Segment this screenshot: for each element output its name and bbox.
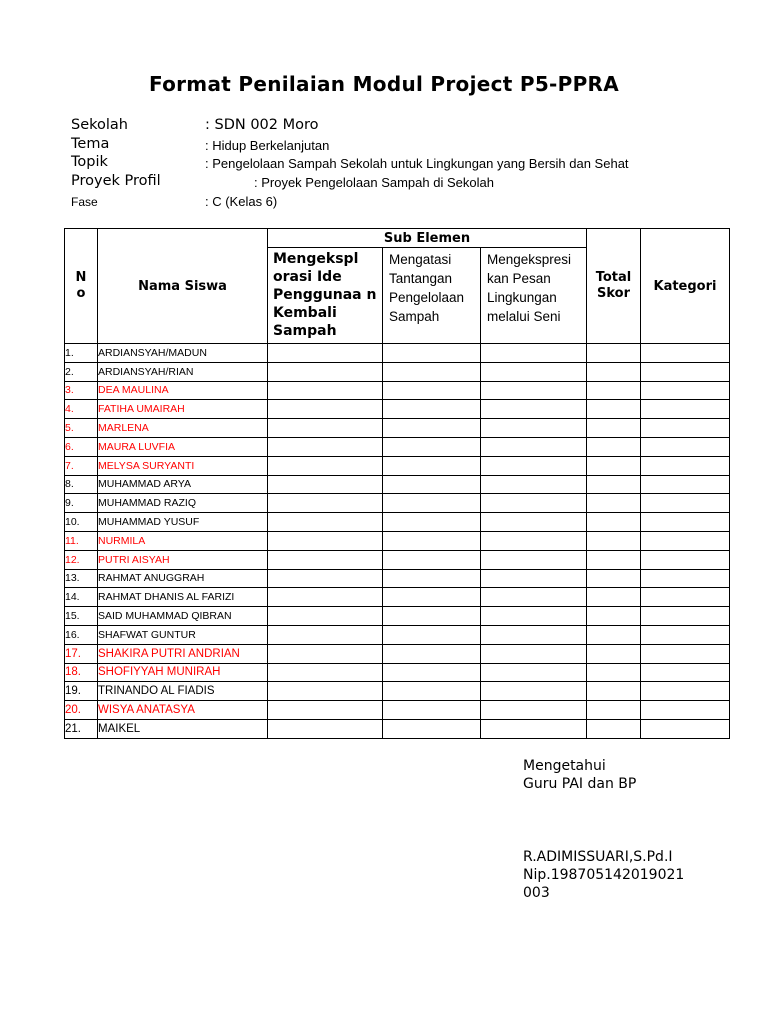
- student-name: MAURA LUVFIA: [98, 437, 268, 456]
- table-row: [65, 475, 730, 494]
- row-number: 7.: [65, 456, 98, 475]
- score-sub-elemen-1[interactable]: [268, 494, 383, 513]
- row-number: 13.: [65, 569, 98, 588]
- kategori-cell[interactable]: [641, 437, 730, 456]
- row-number: 2.: [65, 362, 98, 381]
- kategori-cell[interactable]: [641, 475, 730, 494]
- kategori-cell[interactable]: [641, 644, 730, 663]
- total-skor-cell[interactable]: [587, 400, 641, 419]
- table-row: [65, 456, 730, 475]
- table-row: [65, 437, 730, 456]
- row-number: 3.: [65, 381, 98, 400]
- total-skor-cell[interactable]: [587, 550, 641, 569]
- score-sub-elemen-2[interactable]: [383, 344, 481, 363]
- student-rows: [65, 344, 730, 739]
- signature-nip-cont: 003: [523, 885, 550, 901]
- total-skor-cell[interactable]: [587, 588, 641, 607]
- total-skor-cell[interactable]: [587, 719, 641, 738]
- total-skor-cell[interactable]: [587, 682, 641, 701]
- score-sub-elemen-2[interactable]: [383, 381, 481, 400]
- student-name: NURMILA: [98, 531, 268, 550]
- score-sub-elemen-2[interactable]: [383, 607, 481, 626]
- score-sub-elemen-3[interactable]: [481, 644, 587, 663]
- student-name: TRINANDO AL FIADIS: [98, 682, 268, 701]
- score-sub-elemen-1[interactable]: [268, 513, 383, 532]
- table-row: [65, 419, 730, 438]
- signature-name: R.ADIMISSUARI,S.Pd.I: [523, 849, 673, 865]
- score-sub-elemen-1[interactable]: [268, 550, 383, 569]
- row-number: 6.: [65, 437, 98, 456]
- sekolah-value: : SDN 002 Moro: [205, 117, 319, 133]
- score-sub-elemen-2[interactable]: [383, 719, 481, 738]
- signature-mengetahui: Mengetahui: [523, 758, 606, 774]
- student-name: DEA MAULINA: [98, 381, 268, 400]
- total-skor-cell[interactable]: [587, 362, 641, 381]
- student-name: WISYA ANATASYA: [98, 701, 268, 720]
- score-sub-elemen-3[interactable]: [481, 663, 587, 682]
- row-number: 4.: [65, 400, 98, 419]
- header-no: [65, 229, 98, 344]
- score-sub-elemen-3[interactable]: [481, 682, 587, 701]
- assessment-table: [64, 228, 730, 739]
- header-total-text: Total Skor: [595, 270, 632, 301]
- row-number: 10.: [65, 513, 98, 532]
- total-skor-cell[interactable]: [587, 475, 641, 494]
- table-row: [65, 344, 730, 363]
- table-row: [65, 513, 730, 532]
- student-name: MUHAMMAD YUSUF: [98, 513, 268, 532]
- document-title: Format Penilaian Modul Project P5-PPRA: [148, 72, 620, 96]
- score-sub-elemen-1[interactable]: [268, 437, 383, 456]
- student-name: RAHMAT ANUGGRAH: [98, 569, 268, 588]
- score-sub-elemen-1[interactable]: [268, 362, 383, 381]
- student-name: SHAFWAT GUNTUR: [98, 625, 268, 644]
- score-sub-elemen-3[interactable]: [481, 456, 587, 475]
- student-name: MELYSA SURYANTI: [98, 456, 268, 475]
- score-sub-elemen-3[interactable]: [481, 475, 587, 494]
- table-row: [65, 550, 730, 569]
- fase-label: Fase: [71, 195, 98, 209]
- score-sub-elemen-3[interactable]: [481, 569, 587, 588]
- row-number: 20.: [65, 701, 98, 720]
- score-sub-elemen-3[interactable]: [481, 625, 587, 644]
- row-number: 12.: [65, 550, 98, 569]
- score-sub-elemen-1[interactable]: [268, 682, 383, 701]
- total-skor-cell[interactable]: [587, 607, 641, 626]
- table-row: [65, 625, 730, 644]
- tema-label: Tema: [71, 136, 110, 152]
- row-number: 5.: [65, 419, 98, 438]
- fase-value: : C (Kelas 6): [205, 194, 278, 209]
- table-row: [65, 569, 730, 588]
- row-number: 19.: [65, 682, 98, 701]
- kategori-cell[interactable]: [641, 701, 730, 720]
- header-m2-text: Mengatasi Tantangan Pengelolaan Sampah: [389, 252, 465, 324]
- score-sub-elemen-1[interactable]: [268, 344, 383, 363]
- score-sub-elemen-1[interactable]: [268, 456, 383, 475]
- kategori-cell[interactable]: [641, 362, 730, 381]
- kategori-cell[interactable]: [641, 719, 730, 738]
- student-name: RAHMAT DHANIS AL FARIZI: [98, 588, 268, 607]
- table-row: [65, 663, 730, 682]
- table-row: [65, 719, 730, 738]
- row-number: 8.: [65, 475, 98, 494]
- score-sub-elemen-1[interactable]: [268, 607, 383, 626]
- student-name: SHAKIRA PUTRI ANDRIAN: [98, 644, 268, 663]
- score-sub-elemen-1[interactable]: [268, 569, 383, 588]
- table-row: [65, 400, 730, 419]
- score-sub-elemen-2[interactable]: [383, 419, 481, 438]
- header-total-skor: [587, 229, 641, 344]
- total-skor-cell[interactable]: [587, 644, 641, 663]
- score-sub-elemen-3[interactable]: [481, 419, 587, 438]
- kategori-cell[interactable]: [641, 569, 730, 588]
- score-sub-elemen-2[interactable]: [383, 569, 481, 588]
- proyek-value: : Proyek Pengelolaan Sampah di Sekolah: [254, 175, 494, 190]
- score-sub-elemen-2[interactable]: [383, 701, 481, 720]
- header-nama-siswa: Nama Siswa: [98, 229, 268, 344]
- table-row: [65, 701, 730, 720]
- kategori-cell[interactable]: [641, 456, 730, 475]
- header-sub-elemen-2: [383, 248, 481, 344]
- kategori-cell[interactable]: [641, 494, 730, 513]
- student-name: SHOFIYYAH MUNIRAH: [98, 663, 268, 682]
- tema-value: : Hidup Berkelanjutan: [205, 138, 330, 153]
- score-sub-elemen-2[interactable]: [383, 644, 481, 663]
- student-name: ARDIANSYAH/MADUN: [98, 344, 268, 363]
- score-sub-elemen-2[interactable]: [383, 513, 481, 532]
- row-number: 18.: [65, 663, 98, 682]
- table-row: [65, 588, 730, 607]
- score-sub-elemen-3[interactable]: [481, 588, 587, 607]
- score-sub-elemen-2[interactable]: [383, 494, 481, 513]
- row-number: 21.: [65, 719, 98, 738]
- row-number: 16.: [65, 625, 98, 644]
- score-sub-elemen-2[interactable]: [383, 588, 481, 607]
- table-row: [65, 362, 730, 381]
- total-skor-cell[interactable]: [587, 513, 641, 532]
- score-sub-elemen-2[interactable]: [383, 550, 481, 569]
- score-sub-elemen-1[interactable]: [268, 381, 383, 400]
- score-sub-elemen-2[interactable]: [383, 475, 481, 494]
- total-skor-cell[interactable]: [587, 381, 641, 400]
- total-skor-cell[interactable]: [587, 437, 641, 456]
- score-sub-elemen-2[interactable]: [383, 531, 481, 550]
- score-sub-elemen-2[interactable]: [383, 682, 481, 701]
- student-name: FATIHA UMAIRAH: [98, 400, 268, 419]
- total-skor-cell[interactable]: [587, 701, 641, 720]
- student-name: MUHAMMAD ARYA: [98, 475, 268, 494]
- row-number: 15.: [65, 607, 98, 626]
- row-number: 17.: [65, 644, 98, 663]
- score-sub-elemen-3[interactable]: [481, 437, 587, 456]
- kategori-cell[interactable]: [641, 381, 730, 400]
- student-name: ARDIANSYAH/RIAN: [98, 362, 268, 381]
- score-sub-elemen-1[interactable]: [268, 719, 383, 738]
- row-number: 11.: [65, 531, 98, 550]
- kategori-cell[interactable]: [641, 663, 730, 682]
- kategori-cell[interactable]: [641, 607, 730, 626]
- total-skor-cell[interactable]: [587, 419, 641, 438]
- table-row: [65, 682, 730, 701]
- score-sub-elemen-3[interactable]: [481, 381, 587, 400]
- total-skor-cell[interactable]: [587, 344, 641, 363]
- student-name: MAIKEL: [98, 719, 268, 738]
- score-sub-elemen-2[interactable]: [383, 625, 481, 644]
- kategori-cell[interactable]: [641, 400, 730, 419]
- kategori-cell[interactable]: [641, 588, 730, 607]
- header-no-text: N o: [75, 270, 87, 301]
- header-m1-text: Mengekspl orasi Ide Penggunaa n Kembali Sampah: [273, 251, 377, 339]
- score-sub-elemen-1[interactable]: [268, 475, 383, 494]
- score-sub-elemen-1[interactable]: [268, 625, 383, 644]
- score-sub-elemen-1[interactable]: [268, 419, 383, 438]
- score-sub-elemen-1[interactable]: [268, 531, 383, 550]
- student-name: MUHAMMAD RAZIQ: [98, 494, 268, 513]
- score-sub-elemen-1[interactable]: [268, 663, 383, 682]
- score-sub-elemen-3[interactable]: [481, 607, 587, 626]
- header-sub-elemen: Sub Elemen: [268, 229, 587, 248]
- student-name: MARLENA: [98, 419, 268, 438]
- header-m3-text: Mengekspresi kan Pesan Lingkungan melalui Seni: [487, 252, 572, 324]
- score-sub-elemen-3[interactable]: [481, 494, 587, 513]
- proyek-label: Proyek Profil: [71, 173, 161, 189]
- score-sub-elemen-3[interactable]: [481, 719, 587, 738]
- total-skor-cell[interactable]: [587, 569, 641, 588]
- topik-value: : Pengelolaan Sampah Sekolah untuk Lingkungan yang Bersih dan Sehat: [205, 156, 629, 171]
- row-number: 14.: [65, 588, 98, 607]
- score-sub-elemen-3[interactable]: [481, 513, 587, 532]
- kategori-cell[interactable]: [641, 419, 730, 438]
- kategori-cell[interactable]: [641, 531, 730, 550]
- kategori-cell[interactable]: [641, 344, 730, 363]
- kategori-cell[interactable]: [641, 625, 730, 644]
- score-sub-elemen-3[interactable]: [481, 531, 587, 550]
- header-sub-elemen-1: [268, 248, 383, 344]
- row-number: 9.: [65, 494, 98, 513]
- total-skor-cell[interactable]: [587, 456, 641, 475]
- score-sub-elemen-2[interactable]: [383, 456, 481, 475]
- score-sub-elemen-1[interactable]: [268, 400, 383, 419]
- score-sub-elemen-3[interactable]: [481, 550, 587, 569]
- row-number: 1.: [65, 344, 98, 363]
- total-skor-cell[interactable]: [587, 625, 641, 644]
- score-sub-elemen-1[interactable]: [268, 644, 383, 663]
- header-kategori: Kategori: [641, 229, 730, 344]
- score-sub-elemen-2[interactable]: [383, 362, 481, 381]
- student-name: SAID MUHAMMAD QIBRAN: [98, 607, 268, 626]
- header-sub-elemen-3: [481, 248, 587, 344]
- score-sub-elemen-1[interactable]: [268, 588, 383, 607]
- score-sub-elemen-1[interactable]: [268, 701, 383, 720]
- sekolah-label: Sekolah: [71, 117, 128, 133]
- table-row: [65, 381, 730, 400]
- score-sub-elemen-3[interactable]: [481, 344, 587, 363]
- score-sub-elemen-2[interactable]: [383, 437, 481, 456]
- table-row: [65, 644, 730, 663]
- signature-nip: Nip.198705142019021: [523, 867, 685, 883]
- score-sub-elemen-3[interactable]: [481, 701, 587, 720]
- kategori-cell[interactable]: [641, 682, 730, 701]
- kategori-cell[interactable]: [641, 550, 730, 569]
- score-sub-elemen-2[interactable]: [383, 663, 481, 682]
- score-sub-elemen-3[interactable]: [481, 400, 587, 419]
- total-skor-cell[interactable]: [587, 531, 641, 550]
- topik-label: Topik: [71, 154, 108, 170]
- score-sub-elemen-3[interactable]: [481, 362, 587, 381]
- kategori-cell[interactable]: [641, 513, 730, 532]
- table-row: [65, 607, 730, 626]
- table-row: [65, 494, 730, 513]
- total-skor-cell[interactable]: [587, 494, 641, 513]
- score-sub-elemen-2[interactable]: [383, 400, 481, 419]
- student-name: PUTRI AISYAH: [98, 550, 268, 569]
- total-skor-cell[interactable]: [587, 663, 641, 682]
- table-row: [65, 531, 730, 550]
- signature-role: Guru PAI dan BP: [523, 776, 637, 792]
